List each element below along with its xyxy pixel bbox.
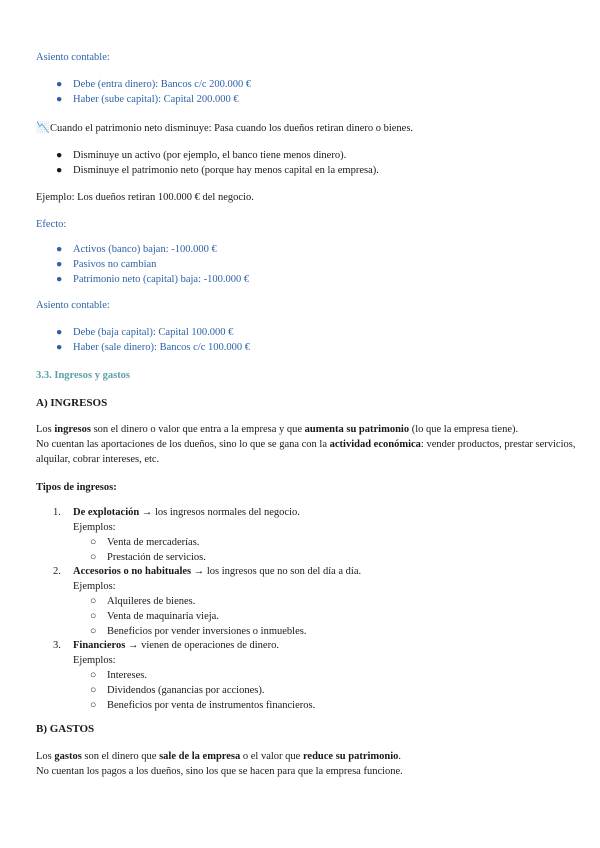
section-title: 3.3. Ingresos y gastos bbox=[36, 370, 131, 381]
list-item: ○ Venta de maquinaria vieja. bbox=[90, 611, 219, 622]
ingresos-paragraph-2: No cuentan las aportaciones de los dueños, sino lo que se gana con la actividad económica: vender productos, prestar servicios, alquilar, cobrar intereses, etc. bbox=[36, 439, 576, 465]
list-item: ● Debe (entra dinero): Bancos c/c 200.000 € bbox=[56, 79, 252, 90]
list-item: ○ Prestación de servicios. bbox=[90, 552, 206, 563]
ejemplos-label: Ejemplos: bbox=[73, 522, 116, 533]
list-item: 3. Financieros → vienen de operaciones de dinero. bbox=[53, 640, 279, 651]
list-item: ● Disminuye un activo (por ejemplo, el banco tiene menos dinero). bbox=[56, 150, 347, 161]
asiento-contable-title-2: Asiento contable: bbox=[36, 300, 110, 311]
gastos-heading: B) GASTOS bbox=[36, 723, 95, 735]
gastos-paragraph-2: No cuentan los pagos a los dueños, sino los que se hacen para que la empresa funcione. bbox=[36, 766, 403, 777]
tipo-ingreso-1 bbox=[36, 505, 576, 565]
list-item: ○ Alquileres de bienes. bbox=[90, 596, 196, 607]
list-item: ● Patrimonio neto (capital) baja: -100.000 € bbox=[56, 274, 250, 285]
list-item: ● Debe (baja capital): Capital 100.000 € bbox=[56, 327, 234, 338]
chart-decreasing-icon: 📉 bbox=[36, 122, 50, 134]
list-item: ○ Beneficios por venta de instrumentos financieros. bbox=[90, 700, 316, 711]
tipo-ingreso-3 bbox=[36, 638, 576, 713]
list-item: 1. De explotación → los ingresos normales del negocio. bbox=[53, 507, 300, 518]
efecto-list bbox=[36, 242, 576, 287]
decrease-list bbox=[36, 148, 576, 178]
list-item: ○ Venta de mercaderías. bbox=[90, 537, 200, 548]
asiento-contable-list-1 bbox=[36, 77, 576, 107]
asiento-contable-list-2 bbox=[36, 325, 576, 355]
tipo-ingreso-2 bbox=[36, 564, 576, 639]
asiento-contable-title-1: Asiento contable: bbox=[36, 52, 110, 63]
list-item: ○ Beneficios por vender inversiones o inmuebles. bbox=[90, 626, 307, 637]
list-item: ● Haber (sale dinero): Bancos c/c 100.000 € bbox=[56, 342, 250, 353]
list-item: ● Pasivos no cambian bbox=[56, 259, 157, 270]
list-item: 2. Accesorios o no habituales → los ingresos que no son del día a día. bbox=[53, 566, 362, 577]
ingresos-heading: A) INGRESOS bbox=[36, 397, 108, 409]
decrease-paragraph: 📉Cuando el patrimonio neto disminuye: Pasa cuando los dueños retiran dinero o bienes. bbox=[36, 122, 414, 134]
gastos-paragraph-1: Los gastos son el dinero que sale de la empresa o el valor que reduce su patrimonio. bbox=[36, 751, 402, 762]
list-item: ● Haber (sube capital): Capital 200.000 € bbox=[56, 94, 239, 105]
ejemplos-label: Ejemplos: bbox=[73, 655, 116, 666]
list-item: ○ Intereses. bbox=[90, 670, 147, 681]
list-item: ● Disminuye el patrimonio neto (porque hay menos capital en la empresa). bbox=[56, 165, 379, 176]
ejemplos-label: Ejemplos: bbox=[73, 581, 116, 592]
tipos-ingresos-title: Tipos de ingresos: bbox=[36, 482, 117, 493]
list-item: ● Activos (banco) bajan: -100.000 € bbox=[56, 244, 217, 255]
ingresos-paragraph-1: Los ingresos son el dinero o valor que entra a la empresa y que aumenta su patrimonio (lo que la empresa tiene). bbox=[36, 424, 519, 435]
example-paragraph: Ejemplo: Los dueños retiran 100.000 € del negocio. bbox=[36, 192, 254, 203]
efecto-title: Efecto: bbox=[36, 219, 67, 230]
list-item: ○ Dividendos (ganancias por acciones). bbox=[90, 685, 265, 696]
